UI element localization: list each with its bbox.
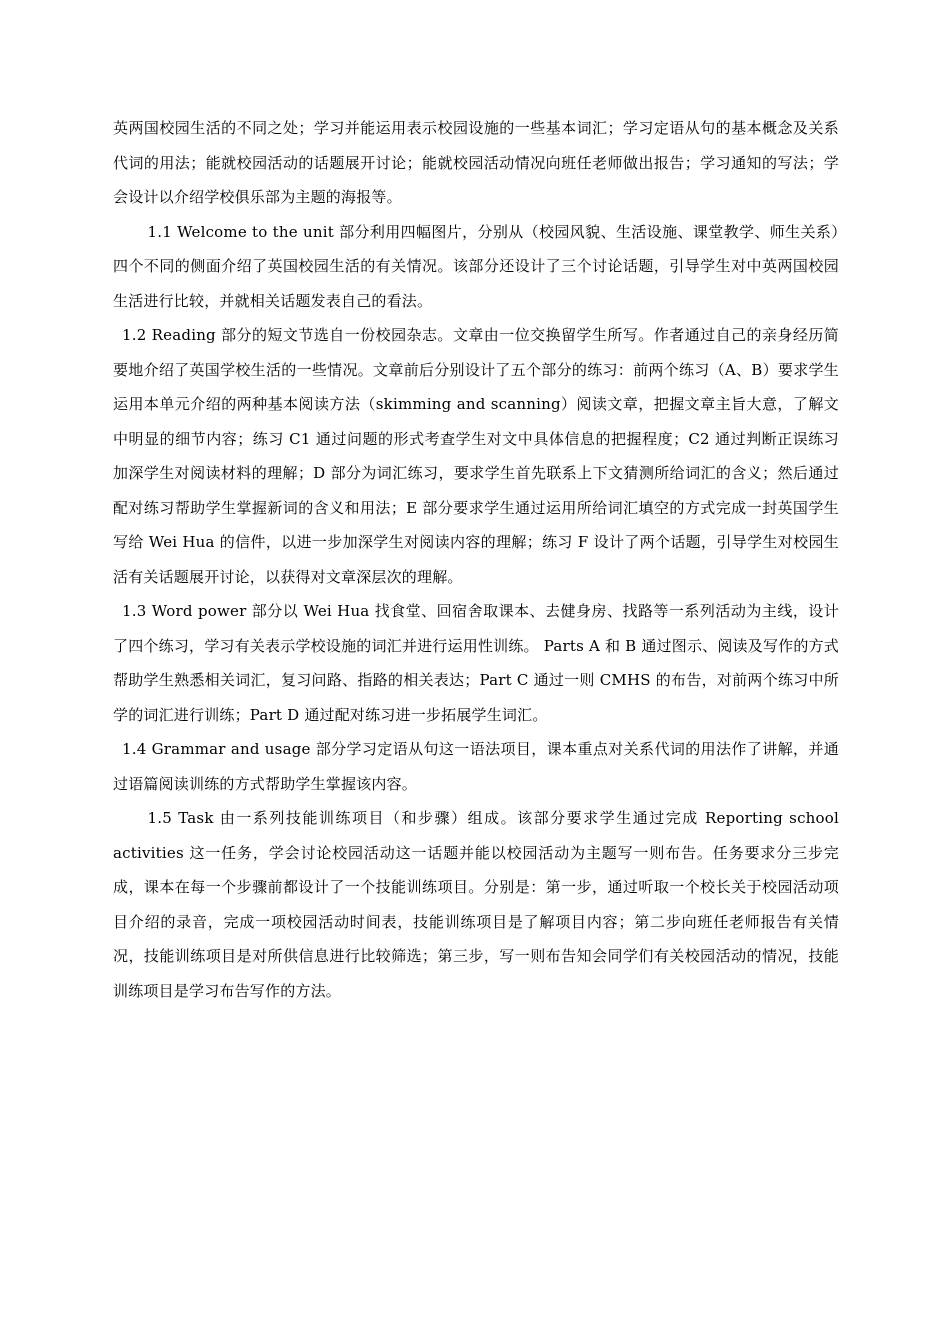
paragraph-section-1-5: 1.5 Task 由一系列技能训练项目（和步骤）组成。该部分要求学生通过完成 Reporting school activities 这一任务，学会讨论校园活动这一话题并能以校园活动为主题写一则布告。任务要求分三步完成，课本在每一个步骤前都设计了一个技能训练项目。分别是：第一步，通过听取一个校长关于校园活动项目介绍的录音，完成一项校园活动时间表，技能训练项目是了解项目内容；第二步向班任老师报告有关情况，技能训练项目是对所供信息进行比较筛选；第三步，写一则布告知会同学们有关校园活动的情况，技能训练项目是学习布告写作的方法。 xyxy=(113,809,839,1000)
paragraph-section-1-2: 1.2 Reading 部分的短文节选自一份校园杂志。文章由一位交换留学生所写。作者通过自己的亲身经历简要地介绍了英国学校生活的一些情况。文章前后分别设计了五个部分的练习：前两个练习（A、B）要求学生运用本单元介绍的两种基本阅读方法（skimming and scanning）阅读文章，把握文章主旨大意，了解文中明显的细节内容；练习 C1 通过问题的形式考查学生对文中具体信息的把握程度；C2 通过判断正误练习加深学生对阅读材料的理解；D 部分为词汇练习，要求学生首先联系上下文猜测所给词汇的含义；然后通过配对练习帮助学生掌握新词的含义和用法；E 部分要求学生通过运用所给词汇填空的方式完成一封英国学生写给 Wei Hua 的信件，以进一步加深学生对阅读内容的理解；练习 F 设计了两个话题，引导学生对校园生活有关话题展开讨论，以获得对文章深层次的理解。 xyxy=(113,326,839,586)
paragraph-section-1-1: 1.1 Welcome to the unit 部分利用四幅图片，分别从（校园风貌、生活设施、课堂教学、师生关系）四个不同的侧面介绍了英国校园生活的有关情况。该部分还设计了三个讨论话题，引导学生对中英两国校园生活进行比较，并就相关话题发表自己的看法。 xyxy=(113,222,839,310)
paragraph-intro-continued: 英两国校园生活的不同之处；学习并能运用表示校园设施的一些基本词汇；学习定语从句的基本概念及关系代词的用法；能就校园活动的话题展开讨论；能就校园活动情况向班任老师做出报告；学习通知的写法；学会设计以介绍学校俱乐部为主题的海报等。 xyxy=(113,119,839,206)
paragraph-section-1-3: 1.3 Word power 部分以 Wei Hua 找食堂、回宿舍取课本、去健身房、找路等一系列活动为主线，设计了四个练习，学习有关表示学校设施的词汇并进行运用性训练。 Parts A 和 B 通过图示、阅读及写作的方式帮助学生熟悉相关词汇，复习问路、指路的相关表达；Part C 通过一则 CMHS 的布告，对前两个练习中所学的词汇进行训练；Part D 通过配对练习进一步拓展学生词汇。 xyxy=(113,602,839,724)
paragraph-section-1-4: 1.4 Grammar and usage 部分学习定语从句这一语法项目，课本重点对关系代词的用法作了讲解，并通过语篇阅读训练的方式帮助学生掌握该内容。 xyxy=(113,740,839,793)
document-body xyxy=(113,111,839,1008)
